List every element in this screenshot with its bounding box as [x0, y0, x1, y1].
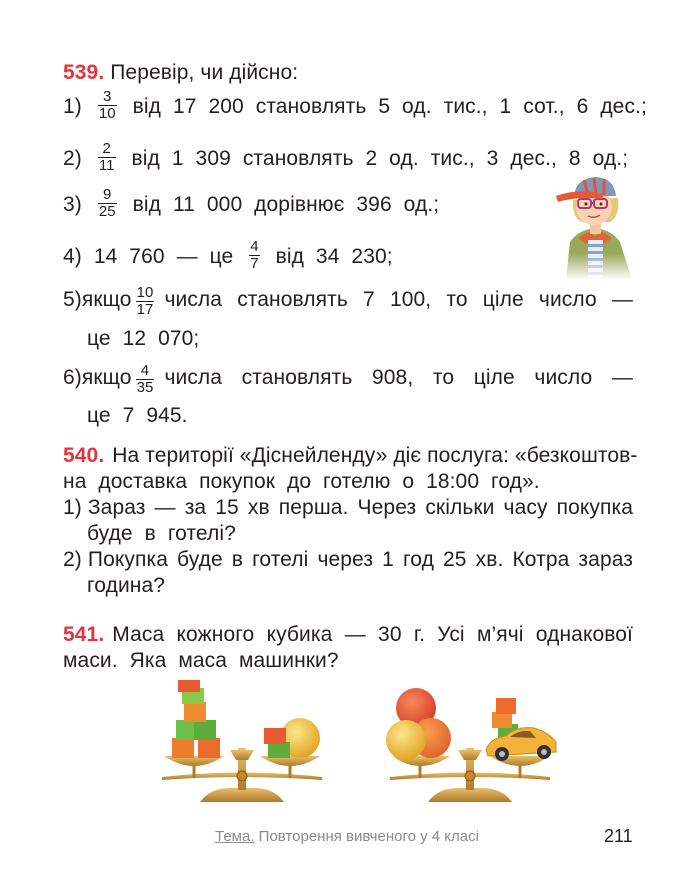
exercise-540-item-2-cont: година? [87, 574, 166, 597]
item-text: від 17 200 становлять 5 од. тис., 1 сот., 6 дес.; [132, 95, 647, 119]
boy-illustration [548, 172, 643, 280]
fraction: $\frac{4}{35}$ [136, 362, 154, 396]
exercise-number: 541. [63, 623, 105, 646]
exercise-text-line-1: Маса кожного кубика — 30 г. Усі м’ячі однакової [112, 623, 633, 646]
exercise-541-line-2: маси. Яка маса машинки? [63, 649, 339, 672]
exercise-text-line-1: На території «Діснейленду» діє послуга: «безкоштов- [112, 444, 638, 467]
exercise-540-item-2: 2) Покупка буде в готелі через 1 год 25 хв. Котра зараз [63, 548, 633, 571]
exercise-539-item-2 [63, 140, 629, 176]
exercise-539-item-5: 5) якщо $\frac{10}{17}$ числа становлять 7 100, то ціле число — [63, 284, 633, 318]
fraction: $\frac{10}{17}$ [136, 284, 154, 318]
exercise-540-line-2: на доставка покупок до готелю о 18:00 год». [63, 470, 540, 493]
item-text: числа становлять 7 100, то ціле число — [164, 288, 633, 311]
fraction: $\frac{2}{11}$ [98, 140, 115, 174]
exercise-540-item-1-cont: буде в готелі? [87, 522, 236, 545]
topic-text: Повторення вивченого у 4 класі [258, 828, 479, 845]
exercise-540-heading [63, 443, 638, 469]
exercise-title: Перевір, чи дійсно: [110, 61, 299, 84]
exercise-539-item-3 [63, 186, 440, 222]
fraction: $\frac{4}{7}$ [250, 238, 259, 272]
item-text: від 34 230; [275, 245, 393, 269]
exercise-541-heading [63, 622, 633, 648]
fraction: $\frac{9}{25}$ [98, 186, 116, 220]
scale-illustration-cubes-ball [150, 680, 335, 810]
topic-label: Тема. [215, 828, 255, 845]
item-label: 4) [63, 245, 82, 269]
item-text: від 1 309 становлять 2 од. тис., 3 дес., 8 од.; [131, 147, 629, 171]
exercise-number: 539. [63, 61, 105, 84]
item-pre-text: 14 760 — це [93, 245, 234, 269]
exercise-number: 540. [63, 444, 105, 467]
scale-illustration-balls-car [378, 680, 568, 810]
item-label: 3) [63, 193, 82, 217]
exercise-539-item-5-cont: це 12 070; [87, 327, 200, 350]
exercise-539-item-1 [63, 88, 647, 124]
item-text: Зараз — за 15 хв перша. Через скільки часу покупка [87, 496, 633, 519]
item-text: Покупка буде в готелі через 1 год 25 хв. Котра зараз [87, 548, 633, 571]
exercise-539-item-6: 6) якщо $\frac{4}{35}$ числа становлять 908, то ціле число — [63, 362, 633, 396]
page-number: 211 [604, 826, 633, 846]
fraction: $\frac{3}{10}$ [98, 88, 116, 122]
item-label: 1) [63, 95, 82, 119]
exercise-539-heading [63, 60, 298, 86]
item-label: 2) [63, 147, 82, 171]
exercise-540-item-1: 1) Зараз — за 15 хв перша. Через скільки часу покупка [63, 496, 633, 519]
exercise-539-item-4 [63, 238, 393, 274]
item-text: від 11 000 дорівнює 396 од.; [132, 193, 440, 217]
page-footer [215, 828, 479, 845]
exercise-539-item-6-cont: це 7 945. [87, 404, 188, 427]
item-text: числа становлять 908, то ціле число — [164, 366, 633, 389]
